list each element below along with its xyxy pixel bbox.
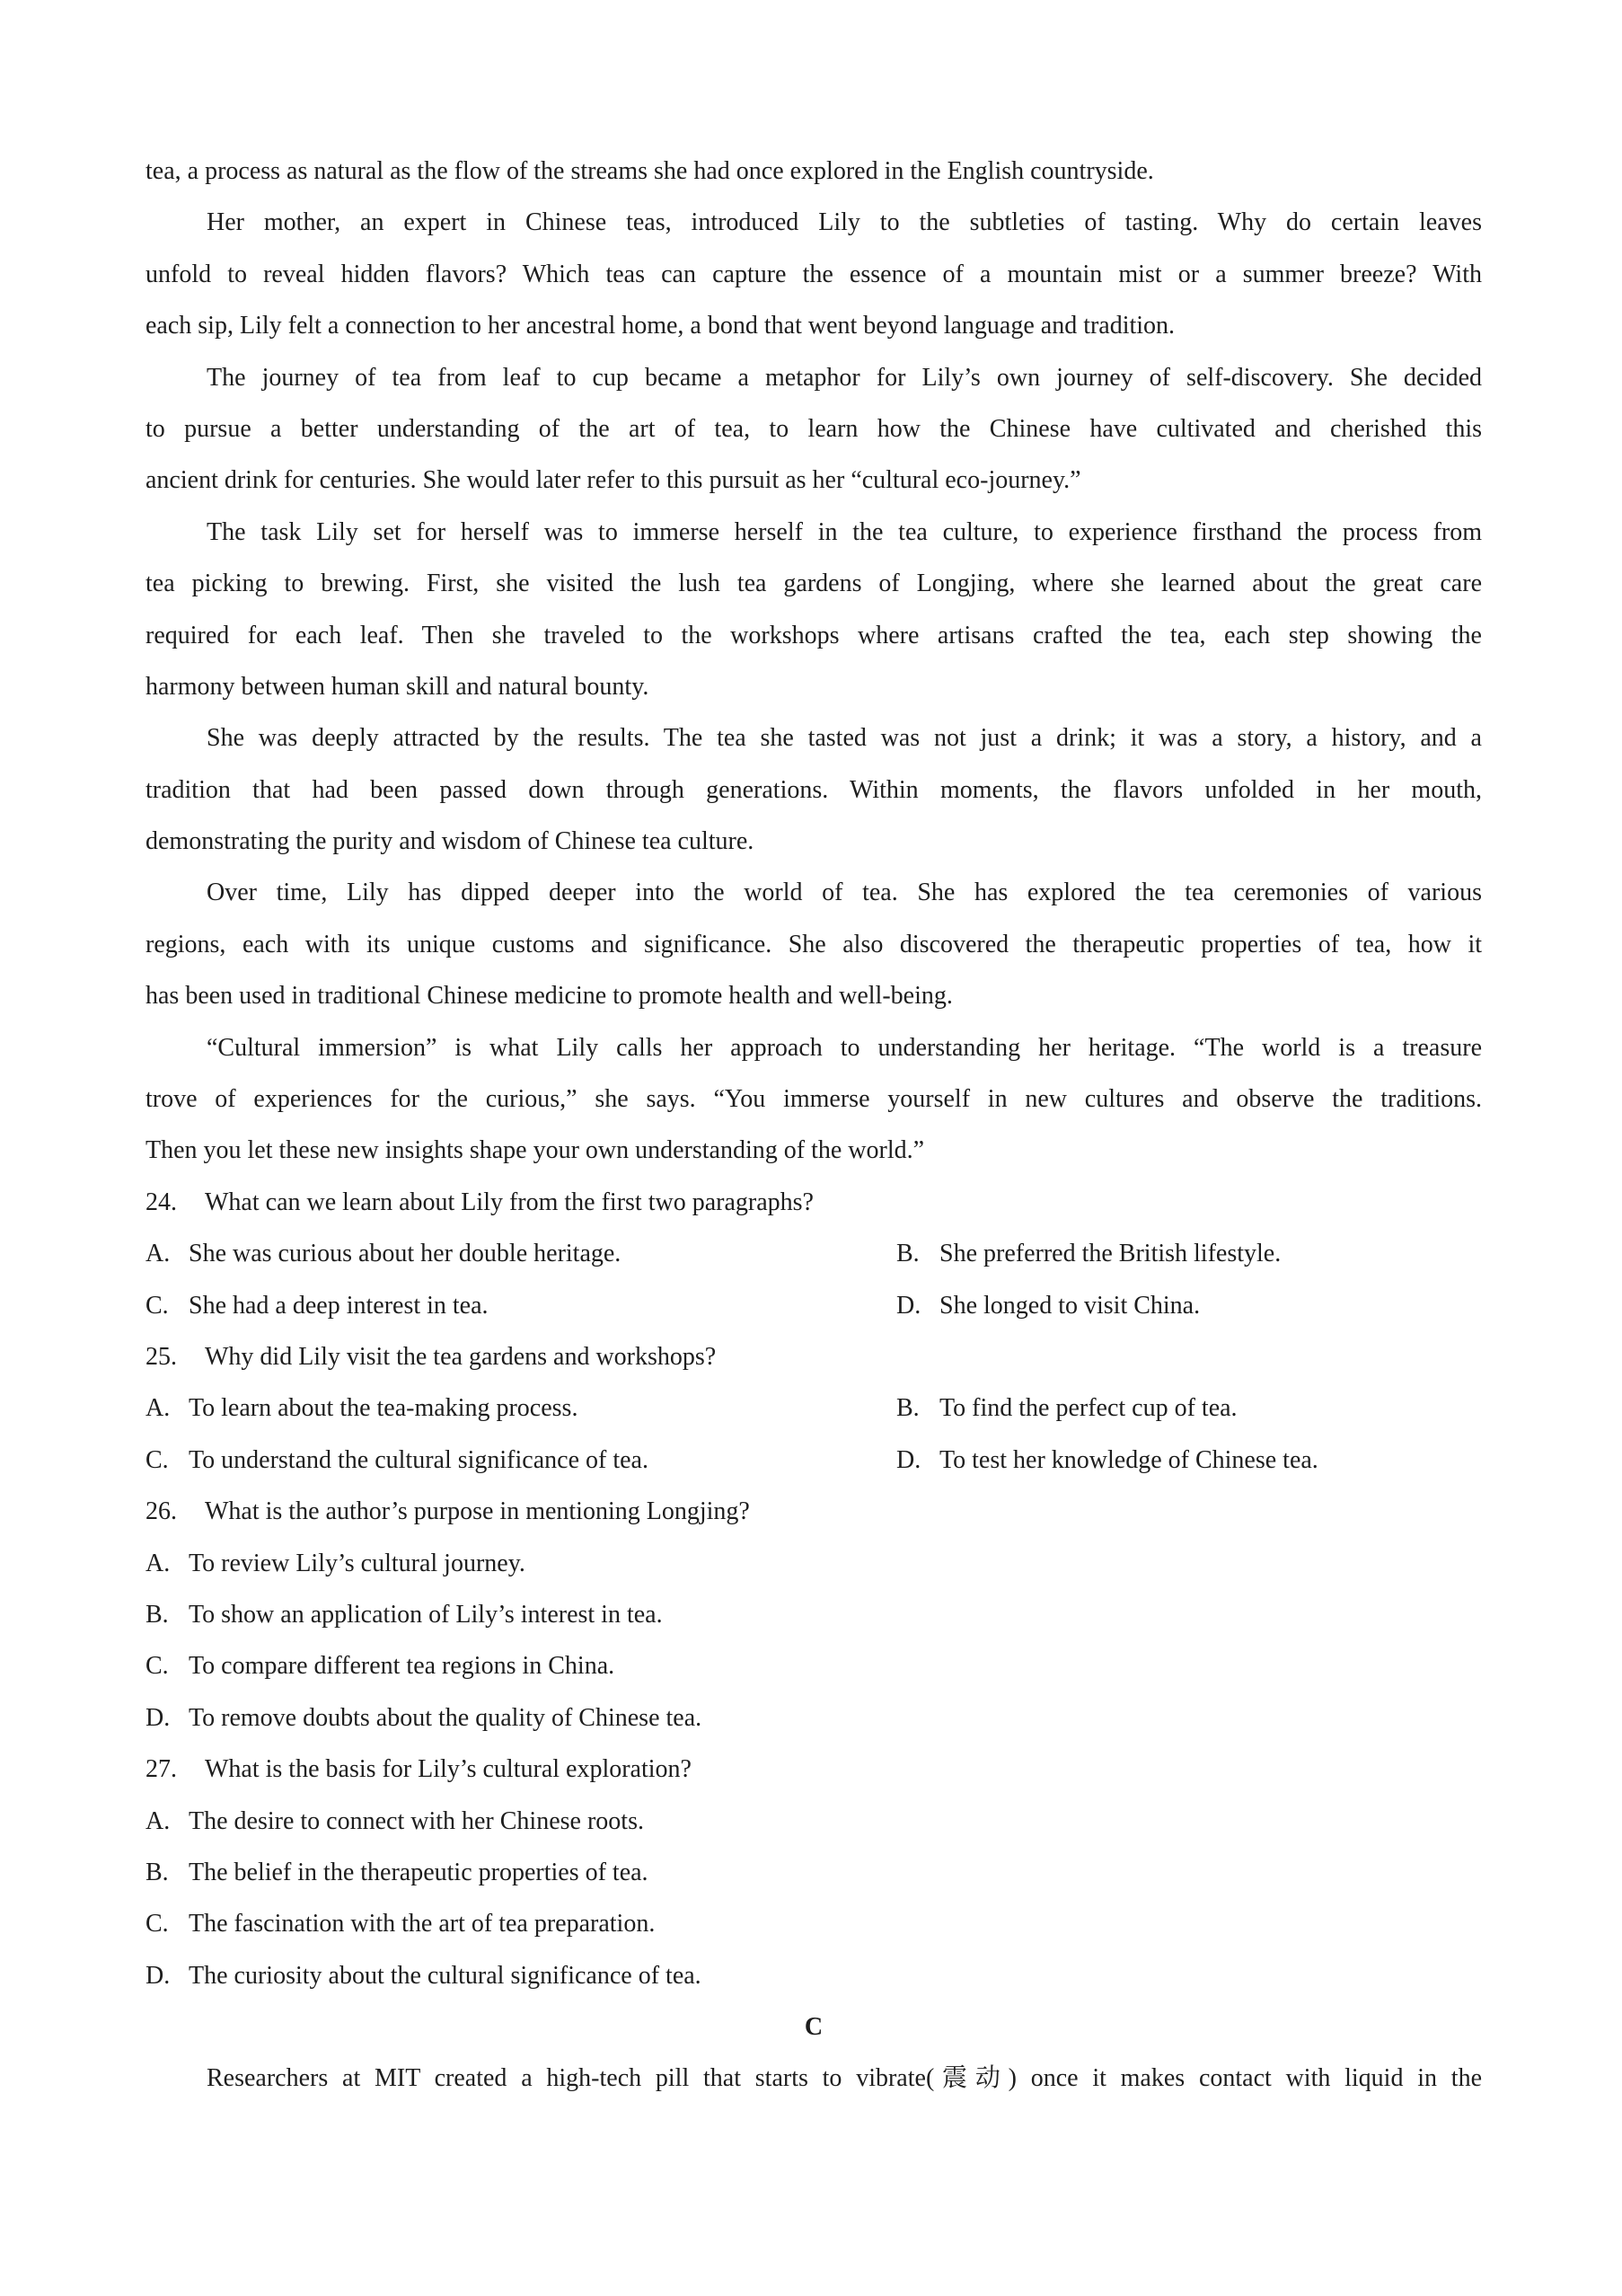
option-24-a (145, 1228, 896, 1279)
question-24 (145, 1177, 1482, 1228)
passage-line: harmony between human skill and natural bounty. (145, 672, 649, 701)
option-25-c (145, 1435, 896, 1486)
passage-line: Her mother, an expert in Chinese teas, introduced Lily to the subtleties of tasting. Why do certain leaves (207, 208, 1482, 237)
passage-line: each sip, Lily felt a connection to her ancestral home, a bond that went beyond language and tradition. (145, 312, 1176, 340)
passage-line: The task Lily set for herself was to immerse herself in the tea culture, to experience firsthand the process from (207, 517, 1482, 546)
question-24-options-row-2 (145, 1280, 1482, 1331)
option-text: The desire to connect with her Chinese roots. (189, 1806, 644, 1835)
option-text: To find the perfect cup of tea. (939, 1394, 1238, 1423)
passage-line: Over time, Lily has dipped deeper into the world of tea. She has explored the tea ceremonies of various (207, 879, 1482, 907)
option-27-d (145, 1950, 1482, 2001)
passage-line: “Cultural immersion” is what Lily calls her approach to understanding her heritage. “The world is a treasure (207, 1033, 1482, 1062)
question-text: What is the author’s purpose in mentioning Longjing? (205, 1497, 750, 1526)
section-header-c: C (804, 2013, 824, 2042)
option-text: To test her knowledge of Chinese tea. (939, 1445, 1318, 1474)
option-text: She had a deep interest in tea. (189, 1291, 489, 1320)
option-label: B. (896, 1394, 920, 1423)
document-content (145, 146, 1482, 2105)
option-27-c (145, 1898, 1482, 1949)
question-number: 27. (145, 1755, 177, 1784)
option-26-b (145, 1589, 1482, 1640)
passage-line: The journey of tea from leaf to cup became a metaphor for Lily’s own journey of self-discovery. She decided (207, 363, 1482, 392)
passage-line: trove of experiences for the curious,” she says. “You immerse yourself in new cultures and observe the traditions. (145, 1085, 1482, 1114)
option-text: To review Lily’s cultural journey. (189, 1549, 525, 1577)
question-27 (145, 1744, 1482, 1795)
option-text: To learn about the tea-making process. (189, 1394, 578, 1423)
passage-line: Researchers at MIT created a high-tech pill that starts to vibrate(震动) once it makes contact with liquid in the (207, 2064, 1482, 2093)
option-label: D. (896, 1445, 921, 1474)
question-text: What can we learn about Lily from the first two paragraphs? (205, 1188, 814, 1216)
option-24-d (896, 1280, 1482, 1331)
passage-line: tea picking to brewing. First, she visited the lush tea gardens of Longjing, where she learned about the great care (145, 570, 1482, 598)
question-number: 25. (145, 1342, 177, 1371)
option-label: C. (145, 1910, 169, 1938)
passage-line: tradition that had been passed down through generations. Within moments, the flavors unfolded in her mouth, (145, 775, 1482, 804)
question-25 (145, 1331, 1482, 1382)
question-number: 26. (145, 1497, 177, 1526)
passage-line: She was deeply attracted by the results. The tea she tasted was not just a drink; it was a story, a history, and a (207, 724, 1482, 753)
option-label: A. (145, 1394, 171, 1423)
passage-line: unfold to reveal hidden flavors? Which teas can capture the essence of a mountain mist or a summer breeze? With (145, 260, 1482, 288)
option-24-c (145, 1280, 896, 1331)
option-25-b (896, 1382, 1482, 1434)
passage-line: ancient drink for centuries. She would later refer to this pursuit as her “cultural eco-journey.” (145, 466, 1081, 495)
option-25-a (145, 1382, 896, 1434)
option-27-a (145, 1796, 1482, 1847)
passage-line: required for each leaf. Then she traveled to the workshops where artisans crafted the tea, each step showing the (145, 621, 1482, 649)
question-text: What is the basis for Lily’s cultural exploration? (205, 1755, 692, 1784)
option-27-b (145, 1847, 1482, 1898)
option-text: The belief in the therapeutic properties of tea. (189, 1858, 648, 1886)
option-label: C. (145, 1652, 169, 1681)
question-24-options-row-1 (145, 1228, 1482, 1279)
option-label: A. (145, 1549, 171, 1577)
passage-line: Then you let these new insights shape your own understanding of the world.” (145, 1136, 925, 1165)
option-label: C. (145, 1291, 169, 1320)
option-text: To understand the cultural significance of tea. (189, 1445, 648, 1474)
question-25-options-row-1 (145, 1382, 1482, 1434)
option-text: The fascination with the art of tea preparation. (189, 1910, 656, 1938)
option-text: To remove doubts about the quality of Chinese tea. (189, 1703, 702, 1732)
passage-line: has been used in traditional Chinese medicine to promote health and well-being. (145, 982, 953, 1011)
option-26-c (145, 1640, 1482, 1691)
option-label: B. (145, 1600, 169, 1629)
option-label: D. (896, 1291, 921, 1320)
question-number: 24. (145, 1188, 177, 1216)
option-text: To compare different tea regions in China. (189, 1652, 615, 1681)
option-24-b (896, 1228, 1482, 1279)
option-text: She preferred the British lifestyle. (939, 1240, 1282, 1268)
option-26-d (145, 1692, 1482, 1744)
question-26 (145, 1486, 1482, 1537)
option-label: D. (145, 1961, 171, 1990)
option-26-a (145, 1538, 1482, 1589)
option-label: A. (145, 1240, 171, 1268)
option-label: B. (145, 1858, 169, 1886)
passage-line: demonstrating the purity and wisdom of Chinese tea culture. (145, 827, 754, 856)
passage-line: to pursue a better understanding of the art of tea, to learn how the Chinese have cultivated and cherished this (145, 414, 1482, 443)
option-label: A. (145, 1806, 171, 1835)
question-25-options-row-2 (145, 1435, 1482, 1486)
option-text: To show an application of Lily’s interest in tea. (189, 1600, 663, 1629)
option-25-d (896, 1435, 1482, 1486)
option-text: The curiosity about the cultural significance of tea. (189, 1961, 701, 1990)
option-label: D. (145, 1703, 171, 1732)
passage-line: tea, a process as natural as the flow of the streams she had once explored in the English countryside. (145, 157, 1154, 185)
option-label: C. (145, 1445, 169, 1474)
option-label: B. (896, 1240, 920, 1268)
option-text: She was curious about her double heritage. (189, 1240, 621, 1268)
option-text: She longed to visit China. (939, 1291, 1201, 1320)
passage-line: regions, each with its unique customs and significance. She also discovered the therapeutic properties of tea, how it (145, 930, 1482, 958)
question-text: Why did Lily visit the tea gardens and workshops? (205, 1342, 717, 1371)
